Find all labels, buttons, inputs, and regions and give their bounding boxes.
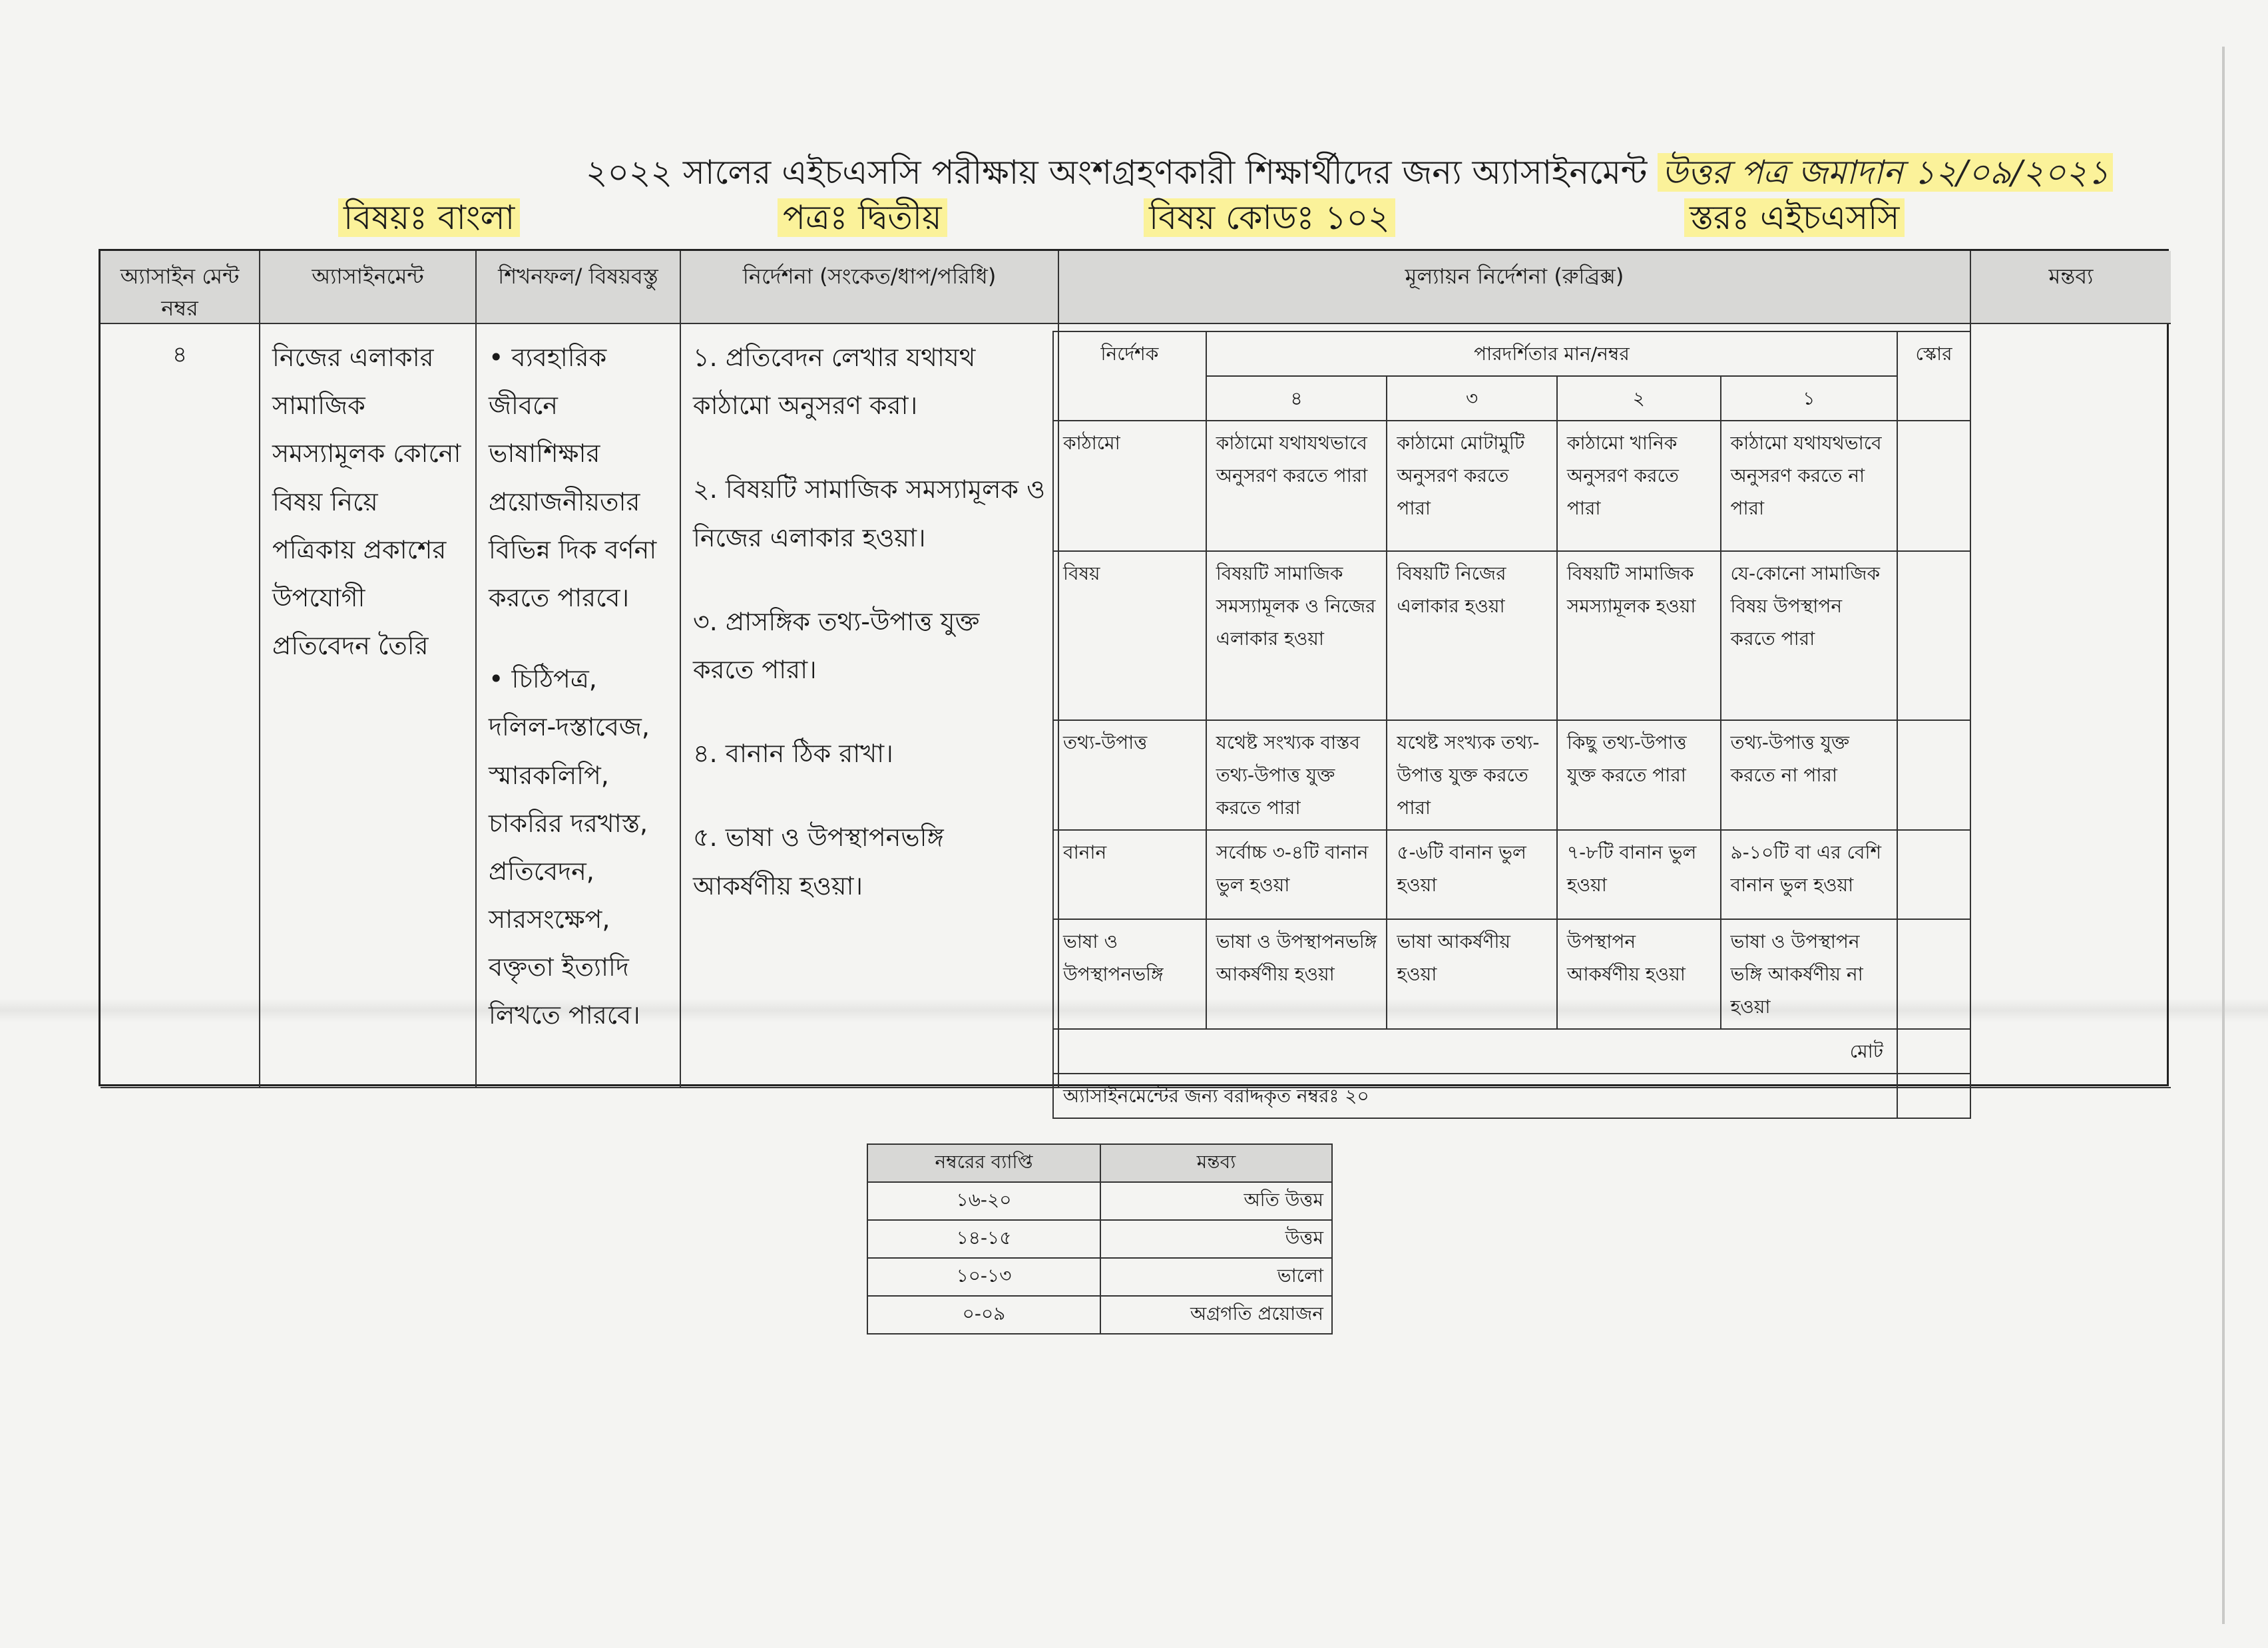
rubric-proficiency-header: পারদর্শিতার মান/নম্বর <box>1206 331 1897 376</box>
rubric-cell-text: কাঠামো খানিক অনুসরণ করতে পারা <box>1557 421 1721 551</box>
rubric-allotted-marks: অ্যাসাইনমেন্টের জন্য বরাদ্দকৃত নম্বরঃ ২০ <box>1053 1074 1897 1118</box>
paper-label: পত্রঃ দ্বিতীয় <box>778 193 947 248</box>
rubric-level: ১ <box>1721 376 1898 421</box>
grade-range: ১৬-২০ <box>867 1182 1100 1220</box>
rubric-table <box>1052 331 1971 1119</box>
rubric-cell-text: কিছু তথ্য-উপাত্ত যুক্ত করতে পারা <box>1557 720 1721 830</box>
header-instructions: নির্দেশনা (সংকেত/ধাপ/পরিধি) <box>681 251 1059 324</box>
rubric-cell-text: যথেষ্ট সংখ্যক বাস্তব তথ্য-উপাত্ত যুক্ত করতে পারা <box>1206 720 1387 830</box>
outcome-item: • ব্যবহারিক জীবনে ভাষাশিক্ষার প্রয়োজনীয়তার বিভিন্ন দিক বর্ণনা করতে পারবে। <box>489 343 657 612</box>
instructions-list <box>681 324 1059 1088</box>
rubric-cell-text: বিষয়টি সামাজিক সমস্যামূলক ও নিজের এলাকার হওয়া <box>1206 551 1387 720</box>
instruction-item: ৪. বানান ঠিক রাখা। <box>693 739 893 769</box>
rubric-total-label: মোট <box>1053 1029 1897 1074</box>
rubric-cell-text: কাঠামো যথাযথভাবে অনুসরণ করতে পারা <box>1206 421 1387 551</box>
grade-remark: উত্তম <box>1100 1220 1332 1258</box>
page-edge <box>2222 47 2225 1624</box>
title-handwritten-note: উত্তর পত্র জমাদান ১২/০৯/২০২১ <box>1658 153 2113 192</box>
grade-remark: অতি উত্তম <box>1100 1182 1332 1220</box>
rubric-total-score <box>1897 1029 1970 1074</box>
assignment-table <box>99 249 2169 1107</box>
rubric-level: ২ <box>1557 376 1721 421</box>
instruction-item: ২. বিষয়টি সামাজিক সমস্যামূলক ও নিজের এলাকার হওয়া। <box>693 475 1046 552</box>
assignment-number: ৪ <box>101 324 260 1088</box>
grade-remark-header: মন্তব্য <box>1100 1144 1332 1182</box>
grade-remark: অগ্রগতি প্রয়োজন <box>1100 1296 1332 1334</box>
rubric-indicator-header: নির্দেশক <box>1053 331 1206 421</box>
rubric-cell-text: ৫-৬টি বানান ভুল হওয়া <box>1387 830 1557 919</box>
rubric-cell-text: সর্বোচ্চ ৩-৪টি বানান ভুল হওয়া <box>1206 830 1387 919</box>
grade-range-header: নম্বরের ব্যাপ্তি <box>867 1144 1100 1182</box>
grade-range: ১০-১৩ <box>867 1258 1100 1296</box>
header-remarks: মন্তব্য <box>1971 251 2171 324</box>
learning-outcome <box>477 324 681 1088</box>
rubric-cell-text: কাঠামো যথাযথভাবে অনুসরণ করতে না পারা <box>1721 421 1898 551</box>
header-number: অ্যাসাইন মেন্ট নম্বর <box>101 251 260 324</box>
rubric-score-header: স্কোর <box>1897 331 1970 421</box>
grade-row <box>867 1182 1332 1220</box>
instruction-item: ৫. ভাষা ও উপস্থাপনভঙ্গি আকর্ষণীয় হওয়া। <box>693 823 944 901</box>
rubric-cell-text: বিষয়টি সামাজিক সমস্যামূলক হওয়া <box>1557 551 1721 720</box>
grade-range: ১৪-১৫ <box>867 1220 1100 1258</box>
rubric-score-cell <box>1897 421 1970 551</box>
rubric-cell-text: যথেষ্ট সংখ্যক তথ্য-উপাত্ত যুক্ত করতে পারা <box>1387 720 1557 830</box>
rubric-cell-text: ৯-১০টি বা এর বেশি বানান ভুল হওয়া <box>1721 830 1898 919</box>
rubric-cell-text: কাঠামো মোটামুটি অনুসরণ করতে পারা <box>1387 421 1557 551</box>
rubric-indicator: তথ্য-উপাত্ত <box>1053 720 1206 830</box>
rubric-cell-text: ভাষা ও উপস্থাপন ভঙ্গি আকর্ষণীয় না হওয়া <box>1721 919 1898 1029</box>
rubric-score-cell <box>1897 830 1970 919</box>
rubric-cell-text: ভাষা ও উপস্থাপনভঙ্গি আকর্ষণীয় হওয়া <box>1206 919 1387 1029</box>
rubric-cell-text: উপস্থাপন আকর্ষণীয় হওয়া <box>1557 919 1721 1029</box>
rubric-score-cell <box>1897 720 1970 830</box>
rubric-indicator: কাঠামো <box>1053 421 1206 551</box>
rubric-score-cell <box>1897 551 1970 720</box>
rubric-level: ৩ <box>1387 376 1557 421</box>
subject-code-label: বিষয় কোডঃ ১০২ <box>1144 193 1395 248</box>
rubric-cell-text: যে-কোনো সামাজিক বিষয় উপস্থাপন করতে পারা <box>1721 551 1898 720</box>
grade-remark: ভালো <box>1100 1258 1332 1296</box>
rubric-cell-text: ভাষা আকর্ষণীয় হওয়া <box>1387 919 1557 1029</box>
rubric-indicator: বিষয় <box>1053 551 1206 720</box>
header-outcome: শিখনফল/ বিষয়বস্তু <box>477 251 681 324</box>
header-evaluation: মূল্যায়ন নির্দেশনা (রুব্রিক্স) <box>1059 251 1971 324</box>
instruction-item: ৩. প্রাসঙ্গিক তথ্য-উপাত্ত যুক্ত করতে পারা। <box>693 606 980 684</box>
grade-row <box>867 1258 1332 1296</box>
header-assignment: অ্যাসাইনমেন্ট <box>260 251 477 324</box>
grade-range: ০-০৯ <box>867 1296 1100 1334</box>
assignment-text: নিজের এলাকার সামাজিক সমস্যামূলক কোনো বিষয় নিয়ে পত্রিকায় প্রকাশের উপযোগী প্রতিবেদন তৈরি <box>260 324 477 1088</box>
remarks-cell <box>1971 324 2171 1088</box>
title-printed: ২০২২ সালের এইচএসসি পরীক্ষায় অংশগ্রহণকারী শিক্ষার্থীদের জন্য অ্যাসাইনমেন্ট <box>586 153 1648 192</box>
grade-scale-table <box>867 1143 1333 1335</box>
rubric-indicator: বানান <box>1053 830 1206 919</box>
rubric-cell-text: ৭-৮টি বানান ভুল হওয়া <box>1557 830 1721 919</box>
rubric-level: ৪ <box>1206 376 1387 421</box>
rubric-allotted-score <box>1897 1074 1970 1118</box>
subject-label: বিষয়ঃ বাংলা <box>338 193 520 248</box>
grade-row <box>867 1296 1332 1334</box>
outcome-item: • চিঠিপত্র, দলিল-দস্তাবেজ, স্মারকলিপি, চাকরির দরখাস্ত, প্রতিবেদন, সারসংক্ষেপ, বক্তৃতা ইত্যাদি লিখতে পারবে। <box>489 664 650 1030</box>
rubric-indicator: ভাষা ও উপস্থাপনভঙ্গি <box>1053 919 1206 1029</box>
rubric-score-cell <box>1897 919 1970 1029</box>
level-label: স্তরঃ এইচএসসি <box>1684 193 1905 248</box>
rubric-cell-text: বিষয়টি নিজের এলাকার হওয়া <box>1387 551 1557 720</box>
instruction-item: ১. প্রতিবেদন লেখার যথাযথ কাঠামো অনুসরণ করা। <box>693 343 976 421</box>
rubric-cell-text: তথ্য-উপাত্ত যুক্ত করতে না পারা <box>1721 720 1898 830</box>
rubric-cell <box>1059 324 1971 1107</box>
grade-row <box>867 1220 1332 1258</box>
